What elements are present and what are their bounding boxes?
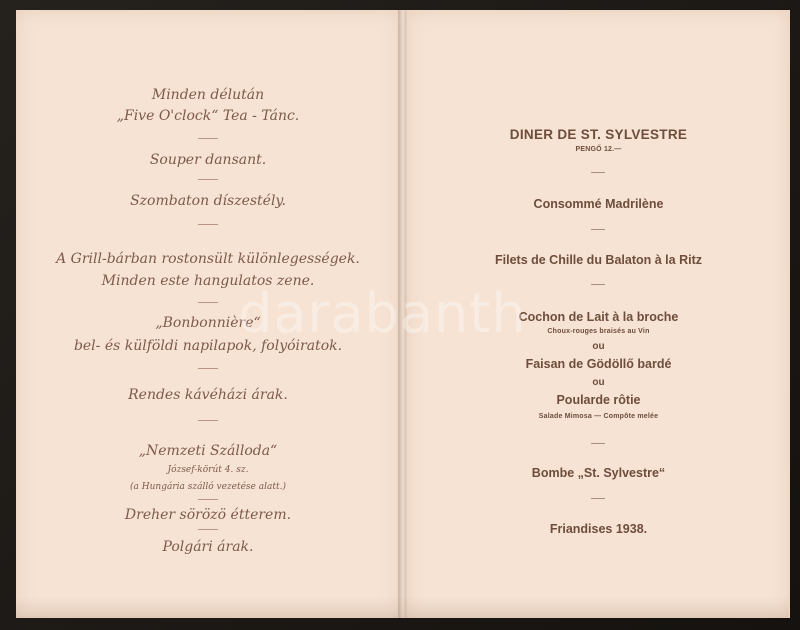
left-separator (198, 420, 218, 421)
left-line-szombaton: Szombaton díszestély. (130, 193, 286, 209)
menu-separator (591, 284, 605, 285)
course-friandises: Friandises 1938. (549, 522, 648, 536)
left-line-grill-bar: A Grill-bárban rostonsült különlegességek. (56, 251, 360, 267)
left-separator (198, 302, 218, 303)
left-separator (198, 224, 218, 225)
course-or: ou (592, 341, 605, 352)
course-filets: Filets de Chille du Balaton à la Ritz (495, 253, 702, 267)
left-line-nemzeti-szalloda: „Nemzeti Szálloda“ (138, 443, 278, 459)
left-separator (198, 368, 218, 369)
course-salade: Salade Mimosa — Compôte melée (538, 413, 659, 420)
menu-separator (591, 229, 605, 230)
left-line-jozsef-korut: József-körút 4. sz. (167, 465, 249, 475)
course-cochon: Cochon de Lait à la broche (518, 310, 679, 324)
course-choux-rouges: Choux-rouges braisés au Vin (547, 328, 650, 335)
left-separator (198, 529, 218, 530)
left-line-polgari: Polgári árak. (162, 539, 254, 555)
menu-separator (591, 498, 605, 499)
left-line-five-oclock: „Five O'clock“ Tea - Tánc. (116, 108, 300, 124)
left-line-souper: Souper dansant. (149, 152, 267, 168)
left-separator (198, 138, 218, 139)
page-bottom-shadow (16, 596, 789, 618)
left-line-napilapok: bel- és külföldi napilapok, folyóiratok. (73, 338, 343, 354)
course-bombe: Bombe „St. Sylvestre“ (531, 466, 666, 480)
watermark: darabanth (238, 282, 527, 345)
left-separator (198, 179, 218, 180)
left-line-minden-delutan: Minden délután (151, 87, 265, 103)
left-separator (198, 499, 218, 500)
course-faisan: Faisan de Gödöllő bardé (525, 357, 672, 371)
course-poularde: Poularde rôtie (556, 393, 641, 407)
menu-separator (591, 172, 605, 173)
left-line-kavehazi: Rendes kávéházi árak. (128, 387, 288, 403)
menu-price: PENGŐ 12.— (575, 146, 622, 153)
course-or: ou (592, 377, 605, 388)
menu-separator (591, 443, 605, 444)
left-line-bonbonniere: „Bonbonnière“ (155, 315, 261, 331)
left-line-zene: Minden este hangulatos zene. (101, 273, 315, 289)
left-line-hungaria: (a Hungária szálló vezetése alatt.) (130, 482, 286, 492)
menu-title: DINER DE ST. SYLVESTRE (509, 127, 688, 142)
left-line-dreher: Dreher sörözö étterem. (124, 507, 292, 523)
course-consomme: Consommé Madrilène (533, 197, 664, 211)
